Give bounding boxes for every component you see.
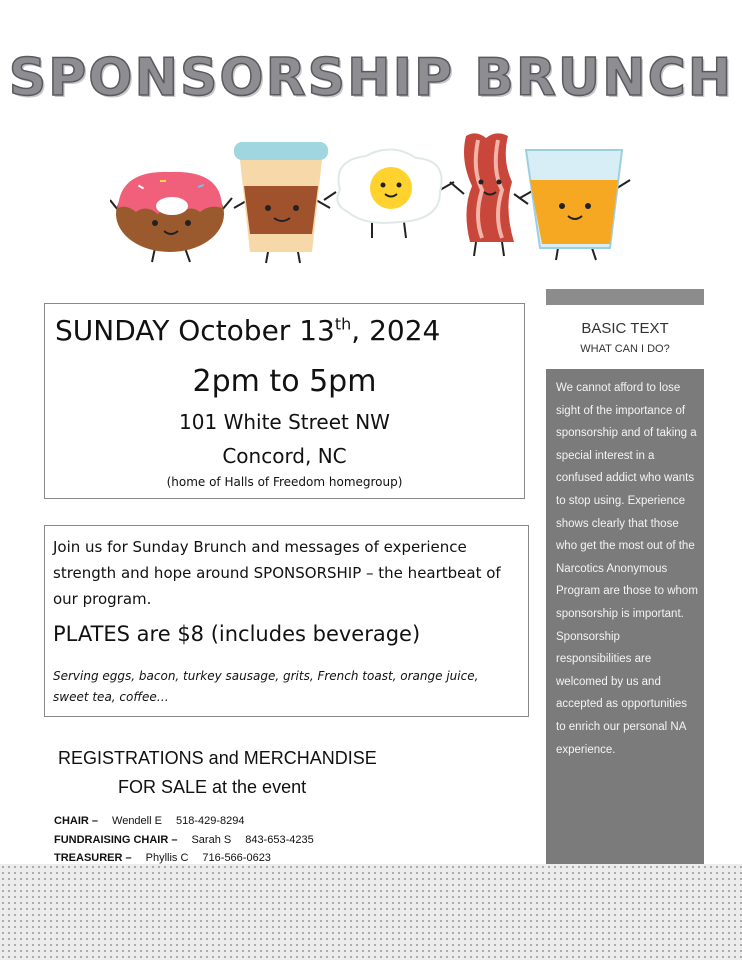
contact-row: FUNDRAISING CHAIR – Sarah S 843-653-4235 [54, 833, 314, 846]
bacon-icon [450, 133, 528, 256]
sidebar-top-bar [546, 289, 704, 305]
event-time: 2pm to 5pm [192, 364, 377, 399]
sidebar-quote-panel [546, 369, 704, 864]
coffee-cup-icon [234, 142, 330, 263]
invite-text: Join us for Sunday Brunch and messages of experience strength and hope around SPONSORSHIP – the heartbeat of our program. [53, 538, 501, 608]
fried-egg-icon [324, 149, 454, 238]
contact-row: TREASURER – Phyllis C 716-566-0623 [54, 852, 271, 864]
sidebar-heading: BASIC TEXT [581, 320, 669, 337]
menu-text: Serving eggs, bacon, turkey sausage, grits, French toast, orange juice, sweet tea, coffee… [53, 669, 479, 704]
registration-heading-line2: FOR SALE at the event [118, 777, 307, 797]
brunch-illustration [110, 130, 650, 265]
address-city: Concord, NC [222, 444, 347, 468]
orange-juice-icon [520, 150, 630, 260]
brunch-info-box [44, 525, 529, 717]
contact-row: CHAIR – Wendell E 518-429-8294 [54, 815, 245, 827]
sidebar-quote-text: We cannot afford to lose sight of the importance of sponsorship and of taking a special interest in a confused addict who wants to stop using. Experience shows clearly that those who get the most out of the Narcotics Anonymous Program are those to whom sponsorship is important. Sponsorship responsibilities are welcomed by us and accepted as opportunities to enrich our personal NA experience. [556, 382, 698, 756]
dotted-overlay [0, 864, 742, 960]
flyer-title: SPONSORSHIP BRUNCH [8, 48, 734, 108]
plate-price: PLATES are $8 (includes beverage) [53, 622, 421, 646]
sidebar-subheading: WHAT CAN I DO? [580, 343, 670, 355]
venue-note: (home of Halls of Freedom homegroup) [166, 475, 403, 489]
address-street: 101 White Street NW [179, 410, 390, 434]
donut-icon [110, 172, 232, 262]
registration-heading-line1: REGISTRATIONS and MERCHANDISE [58, 748, 377, 768]
event-details-box [44, 303, 525, 499]
event-date: SUNDAY October 13th, 2024 [55, 314, 441, 347]
